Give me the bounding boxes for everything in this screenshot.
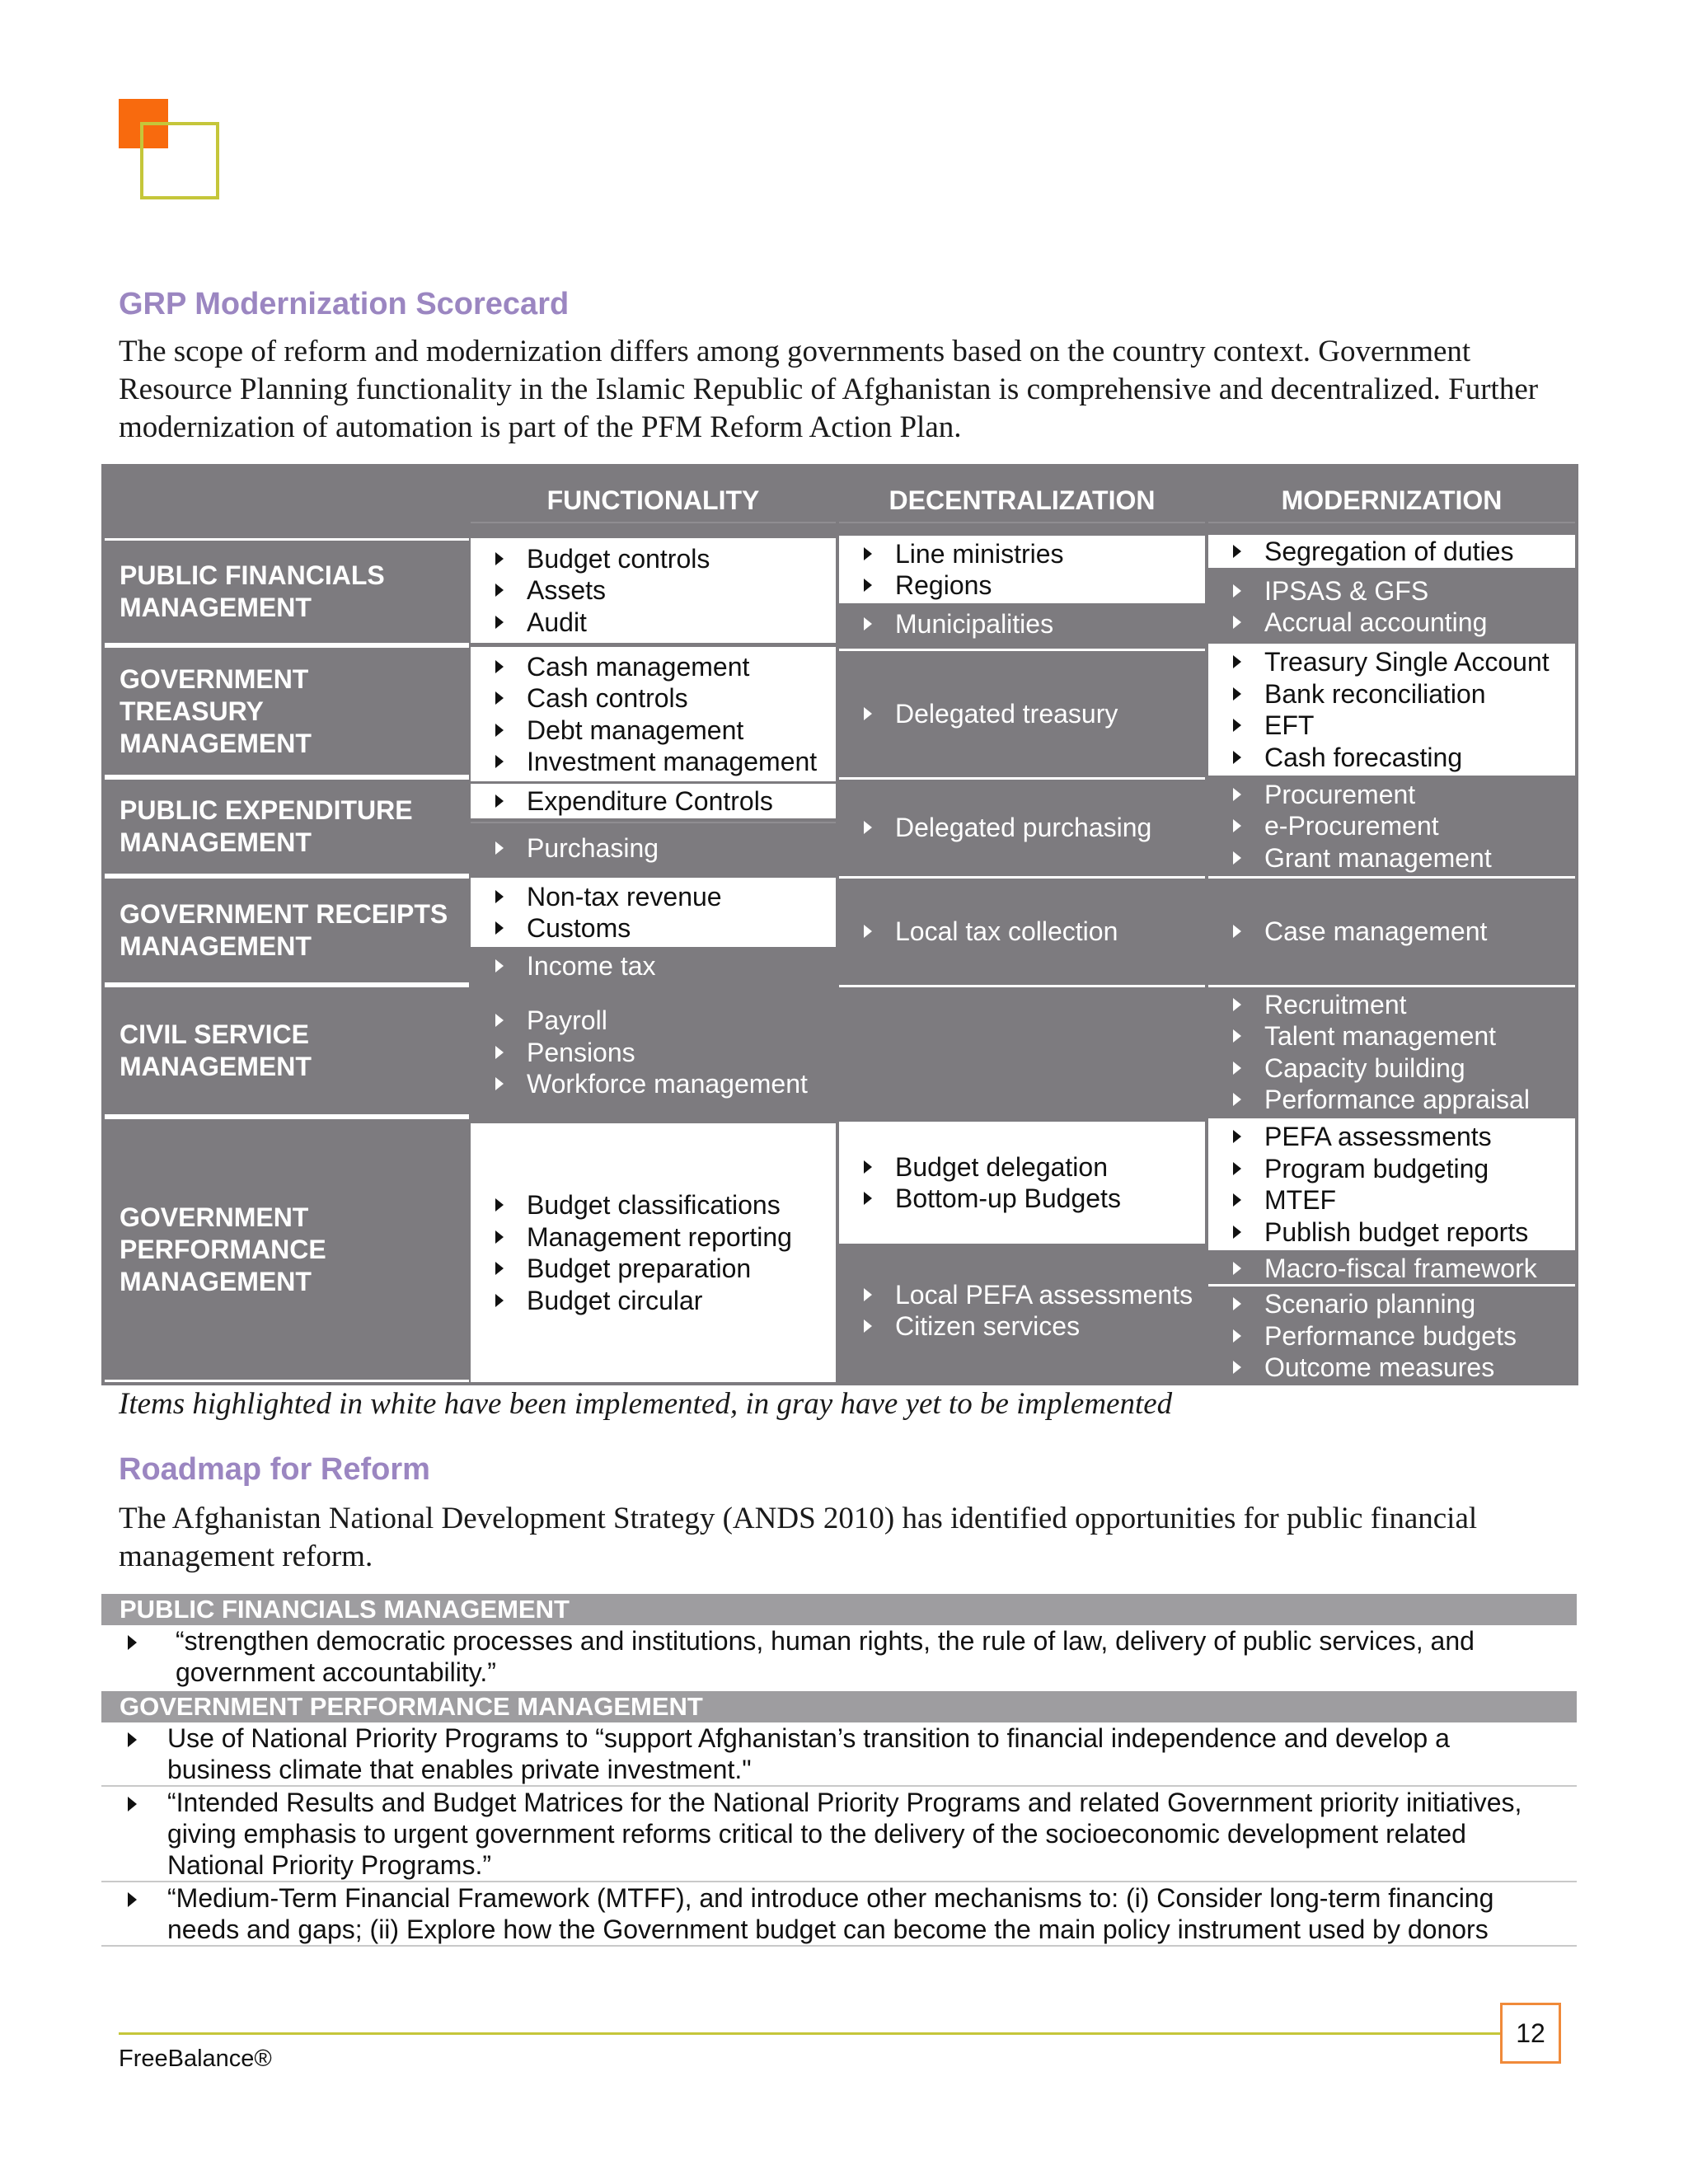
modernization-pem-pending: [1208, 777, 1575, 875]
decentralization-pfm-implemented: [839, 536, 1205, 603]
list-item: IPSAS & GFS: [1231, 575, 1570, 607]
list-item: Case management: [1231, 916, 1570, 948]
bullet-icon: [128, 1732, 137, 1747]
list-item: Line ministries: [862, 538, 1200, 570]
list-item: Publish budget reports: [1231, 1216, 1570, 1249]
list-item: Budget controls: [494, 543, 831, 575]
list-item: Capacity building: [1231, 1052, 1570, 1085]
decentralization-gpm-implemented: [839, 1122, 1205, 1244]
roadmap-gpm-item-3: “Medium-Term Financial Framework (MTFF), and introduce other mechanisms to: (i) Consider long-term financing needs and gaps; (ii) Explore how the Government budget can become the main policy instrument used by donors: [101, 1882, 1577, 1947]
list-item: Performance appraisal: [1231, 1084, 1570, 1116]
list-item: Pensions: [494, 1037, 831, 1069]
decentralization-gpm-pending: [839, 1249, 1205, 1372]
list-item: Workforce management: [494, 1068, 831, 1100]
list-item: Recruitment: [1231, 989, 1570, 1021]
list-item: Non-tax revenue: [494, 881, 831, 913]
list-item: Delegated purchasing: [862, 812, 1200, 844]
functionality-gtm-implemented: [471, 647, 836, 781]
list-item: Talent management: [1231, 1020, 1570, 1052]
list-item: Bottom-up Budgets: [862, 1183, 1200, 1215]
modernization-pfm-implemented: [1208, 535, 1575, 568]
row-label-treasury: GOVERNMENT TREASURY MANAGEMENT: [105, 645, 469, 777]
roadmap-gpm-item-1: Use of National Priority Programs to “support Afghanistan’s transition to financial independence and develop a business climate that enables private investment.": [101, 1722, 1577, 1787]
list-item: Regions: [862, 569, 1200, 602]
list-item: Audit: [494, 607, 831, 639]
bullet-icon: [128, 1635, 137, 1650]
list-item: Bank reconciliation: [1231, 678, 1570, 710]
column-header-functionality: FUNCTIONALITY: [471, 477, 836, 523]
scorecard-table: [101, 464, 1578, 1385]
modernization-pfm-pending: [1208, 571, 1575, 642]
list-item: Accrual accounting: [1231, 607, 1570, 639]
modernization-gpm-pending: [1208, 1288, 1575, 1384]
logo-green-square: [140, 122, 219, 199]
modernization-gpm-pending-macro: [1208, 1254, 1575, 1286]
list-item: Procurement: [1231, 779, 1570, 811]
roadmap-pfm-item: “strengthen democratic processes and institutions, human rights, the rule of law, delivery of public services, and government accountability.”: [101, 1625, 1577, 1691]
row-label-civil-service: CIVIL SERVICE MANAGEMENT: [105, 985, 469, 1117]
list-item: Macro-fiscal framework: [1231, 1253, 1570, 1285]
list-item: Debt management: [494, 715, 831, 747]
functionality-grm-pending: [471, 950, 836, 982]
list-item: Municipalities: [862, 608, 1200, 640]
roadmap-heading: Roadmap for Reform: [119, 1452, 430, 1487]
list-item: MTEF: [1231, 1184, 1570, 1216]
page-number: 12: [1500, 2003, 1561, 2064]
list-item: Assets: [494, 574, 831, 607]
modernization-csm-pending: [1208, 985, 1575, 1117]
decentralization-grm-pending: [839, 876, 1205, 985]
row-label-expenditure: PUBLIC EXPENDITURE MANAGEMENT: [105, 777, 469, 876]
functionality-grm-implemented: [471, 878, 836, 947]
bullet-icon: [128, 1892, 137, 1907]
list-item: Budget classifications: [494, 1189, 831, 1221]
list-item: Local PEFA assessments: [862, 1279, 1200, 1311]
scorecard-intro: The scope of reform and modernization differs among governments based on the country context. Government Resource Planning functionality in the Islamic Republic of Afghanistan is comprehensive and decentralized. Further modernization of automation is part of the PFM Reform Action Plan.: [119, 335, 1539, 444]
list-item: Payroll: [494, 1005, 831, 1037]
roadmap-intro: The Afghanistan National Development Strategy (ANDS 2010) has identified opportunities for public financial management reform.: [119, 1502, 1478, 1573]
list-item: Budget preparation: [494, 1253, 831, 1285]
list-item: Cash controls: [494, 682, 831, 715]
modernization-gpm-implemented: [1208, 1118, 1575, 1250]
list-item: Management reporting: [494, 1221, 831, 1254]
decentralization-csm-empty: [839, 985, 1205, 1117]
column-header-modernization: MODERNIZATION: [1208, 477, 1575, 523]
roadmap-gpm-item-2: “Intended Results and Budget Matrices for the National Priority Programs and related Government priority initiatives, giving emphasis to urgent government reforms critical to the delivery of the socioeconomic development related National Priority Programs.”: [101, 1787, 1577, 1882]
decentralization-pfm-pending: [839, 607, 1205, 640]
list-item: Program budgeting: [1231, 1153, 1570, 1185]
row-label-public-financials: PUBLIC FINANCIALS MANAGEMENT: [105, 538, 469, 645]
list-item: Performance budgets: [1231, 1320, 1570, 1352]
list-item: Segregation of duties: [1231, 536, 1570, 568]
functionality-pem-pending: [471, 822, 836, 873]
list-item: Budget delegation: [862, 1151, 1200, 1183]
list-item: Purchasing: [494, 832, 831, 865]
bullet-icon: [128, 1797, 137, 1811]
list-item: e-Procurement: [1231, 810, 1570, 842]
roadmap-gpm-header: GOVERNMENT PERFORMANCE MANAGEMENT: [101, 1691, 1577, 1722]
decentralization-gtm-pending: [839, 649, 1205, 777]
modernization-gtm-implemented: [1208, 644, 1575, 776]
list-item: EFT: [1231, 710, 1570, 742]
functionality-pfm-implemented: [471, 538, 836, 643]
functionality-gpm-implemented: [471, 1123, 836, 1382]
scorecard-heading: GRP Modernization Scorecard: [119, 287, 570, 321]
list-item: Treasury Single Account: [1231, 646, 1570, 678]
list-item: Cash management: [494, 651, 831, 683]
roadmap-pfm-header: PUBLIC FINANCIALS MANAGEMENT: [101, 1594, 1577, 1625]
functionality-pem-implemented: [471, 784, 836, 818]
list-item: Investment management: [494, 746, 831, 778]
decentralization-pem-pending: [839, 777, 1205, 876]
list-item: Scenario planning: [1231, 1288, 1570, 1320]
list-item: Citizen services: [862, 1310, 1200, 1343]
footer-brand: FreeBalance®: [119, 2046, 272, 2072]
column-header-decentralization: DECENTRALIZATION: [839, 477, 1205, 523]
list-item: Budget circular: [494, 1285, 831, 1317]
scorecard-caption: Items highlighted in white have been implemented, in gray have yet to be implemented: [119, 1387, 1173, 1421]
list-item: Grant management: [1231, 842, 1570, 874]
list-item: Income tax: [494, 950, 831, 982]
list-item: PEFA assessments: [1231, 1121, 1570, 1153]
list-item: Outcome measures: [1231, 1352, 1570, 1384]
footer-rule: [119, 2032, 1503, 2035]
row-label-receipts: GOVERNMENT RECEIPTS MANAGEMENT: [105, 876, 469, 985]
modernization-grm-pending: [1208, 876, 1575, 985]
row-label-performance: GOVERNMENT PERFORMANCE MANAGEMENT: [105, 1117, 469, 1382]
list-item: Cash forecasting: [1231, 742, 1570, 774]
list-item: Local tax collection: [862, 916, 1200, 948]
list-item: Expenditure Controls: [494, 785, 831, 818]
list-item: Customs: [494, 912, 831, 944]
list-item: Delegated treasury: [862, 698, 1200, 730]
functionality-csm-pending: [471, 988, 836, 1117]
